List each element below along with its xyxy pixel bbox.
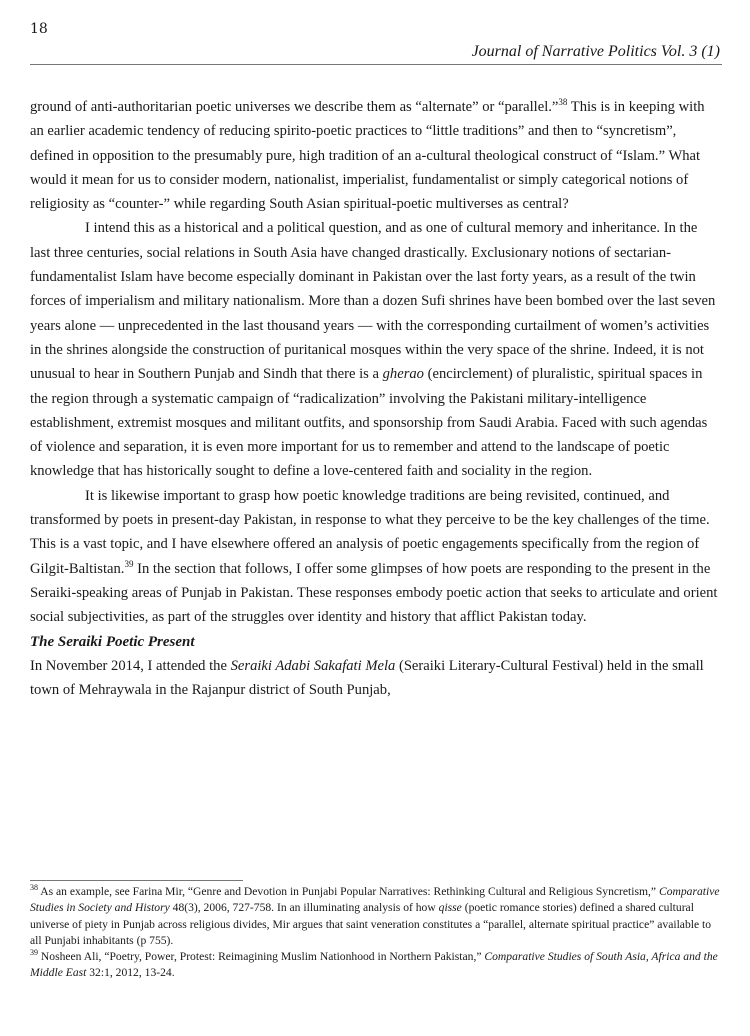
section-heading: The Seraiki Poetic Present — [30, 633, 195, 650]
page-number: 18 — [30, 21, 48, 37]
body-text — [30, 95, 720, 702]
footnote-38-text-3: (poetic romance stories) defined a shared cultural universe of piety in Punjab across religious divides, Mir argues that saint veneration constitutes a “parallel, alternate spiritual practice” available to all Punjabi inhabitants (p 755). — [30, 901, 712, 947]
paragraph-2-part2: (encirclement) of pluralistic, spiritual spaces in the region through a systematic campaign of “radicalization” involving the Pakistani military-intelligence establishment, extremist mosques and militant outfits, and sponsorship from Saudi Arabia. Faced with such agendas of violence and separation, it is even more important for us to remember and attend to the landscape of poetic knowledge that has historically sought to define a love-centered faith and sociality in the region. — [30, 366, 708, 480]
footnote-39 — [30, 949, 722, 982]
footnote-39-text-2: 32:1, 2012, 13-24. — [86, 966, 175, 980]
footnote-ref-38[interactable]: 38 — [558, 97, 568, 108]
footnote-39-journal: Comparative Studies of South Asia, Africa and the Middle East — [30, 950, 718, 980]
paragraph-3-rest: In the section that follows, I offer some glimpses of how poets are responding to the present in the Seraiki-speaking areas of Punjab in Pakistan. These responses embody poetic action that seeks to articulate and orient social subjectivities, as part of the struggles over identity and history that afflict Pakistan today. — [30, 560, 718, 626]
footnote-38 — [30, 884, 722, 949]
footnote-39-mark: 39 — [30, 948, 38, 958]
footnotes — [30, 884, 722, 982]
footnote-rule — [30, 880, 243, 881]
header-rule — [30, 64, 722, 65]
footnote-39-text-1: Nosheen Ali, “Poetry, Power, Protest: Reimagining Muslim Nationhood in Northern Pakistan,” — [38, 950, 485, 964]
footnote-38-mark: 38 — [30, 883, 38, 893]
footnote-38-journal: Comparative Studies in Society and History — [30, 885, 720, 915]
paragraph-4 — [30, 654, 720, 703]
paragraph-3 — [30, 484, 720, 630]
paragraph-4-part1: In November 2014, I attended the — [30, 657, 231, 674]
footnote-38-term: qisse — [438, 901, 462, 915]
paragraph-3-text: It is likewise important to grasp how poetic knowledge traditions are being revisited, continued, and transformed by poets in present-day Pakistan, in response to what they perceive to be the key challenges of the time. This is a vast topic, and I have elsewhere offered an analysis of poetic engagements specifically from the region of Gilgit-Baltistan. — [30, 487, 710, 577]
festival-name: Seraiki Adabi Sakafati Mela — [230, 657, 396, 674]
footnote-38-text-1: As an example, see Farina Mir, “Genre and Devotion in Punjabi Popular Narratives: Rethinking Cultural and Religious Syncretism,” — [38, 885, 659, 898]
paragraph-1-rest: This is in keeping with an earlier academic tendency of reducing spirito-poetic practices to “little traditions” and then to “syncretism”, defined in opposition to the presumably pure, high tradition of an a-cultural theological construct of “Islam.” What would it mean for us to consider modern, nationalist, imperialist, fundamentalist or simply categorical notions of religiosity as “counter-” while regarding South Asian spiritual-poetic multiverses as central? — [30, 99, 705, 213]
gherao-term: gherao — [382, 366, 424, 383]
paragraph-1 — [30, 95, 720, 216]
paragraph-2 — [30, 216, 720, 483]
running-header: Journal of Narrative Politics Vol. 3 (1) — [471, 43, 720, 60]
paragraph-2-part1: I intend this as a historical and a political question, and as one of cultural memory and inheritance. In the last three centuries, social relations in South Asia have changed drastically. Exclusionary notions of sectarian-fundamentalist Islam have become especially dominant in Pakistan over the last forty years, as a result of the twin forces of imperialism and military nationalism. More than a dozen Sufi shrines have been bombed over the last seven years alone — unprecedented in the last thousand years — with the corresponding curtailment of women’s activities in the shrines alongside the construction of puritanical mosques within the very space of the shrine. Indeed, it is not unusual to hear in Southern Punjab and Sindh that there is a — [30, 220, 716, 383]
footnote-ref-39[interactable]: 39 — [124, 558, 134, 569]
paragraph-4-part2: (Seraiki Literary-Cultural Festival) held in the small town of Mehraywala in the Rajanpur district of South Punjab, — [30, 657, 704, 699]
paragraph-1-text: ground of anti-authoritarian poetic universes we describe them as “alternate” or “parallel.” — [30, 99, 559, 115]
footnote-38-text-2: 48(3), 2006, 727-758. In an illuminating analysis of how — [169, 901, 439, 915]
